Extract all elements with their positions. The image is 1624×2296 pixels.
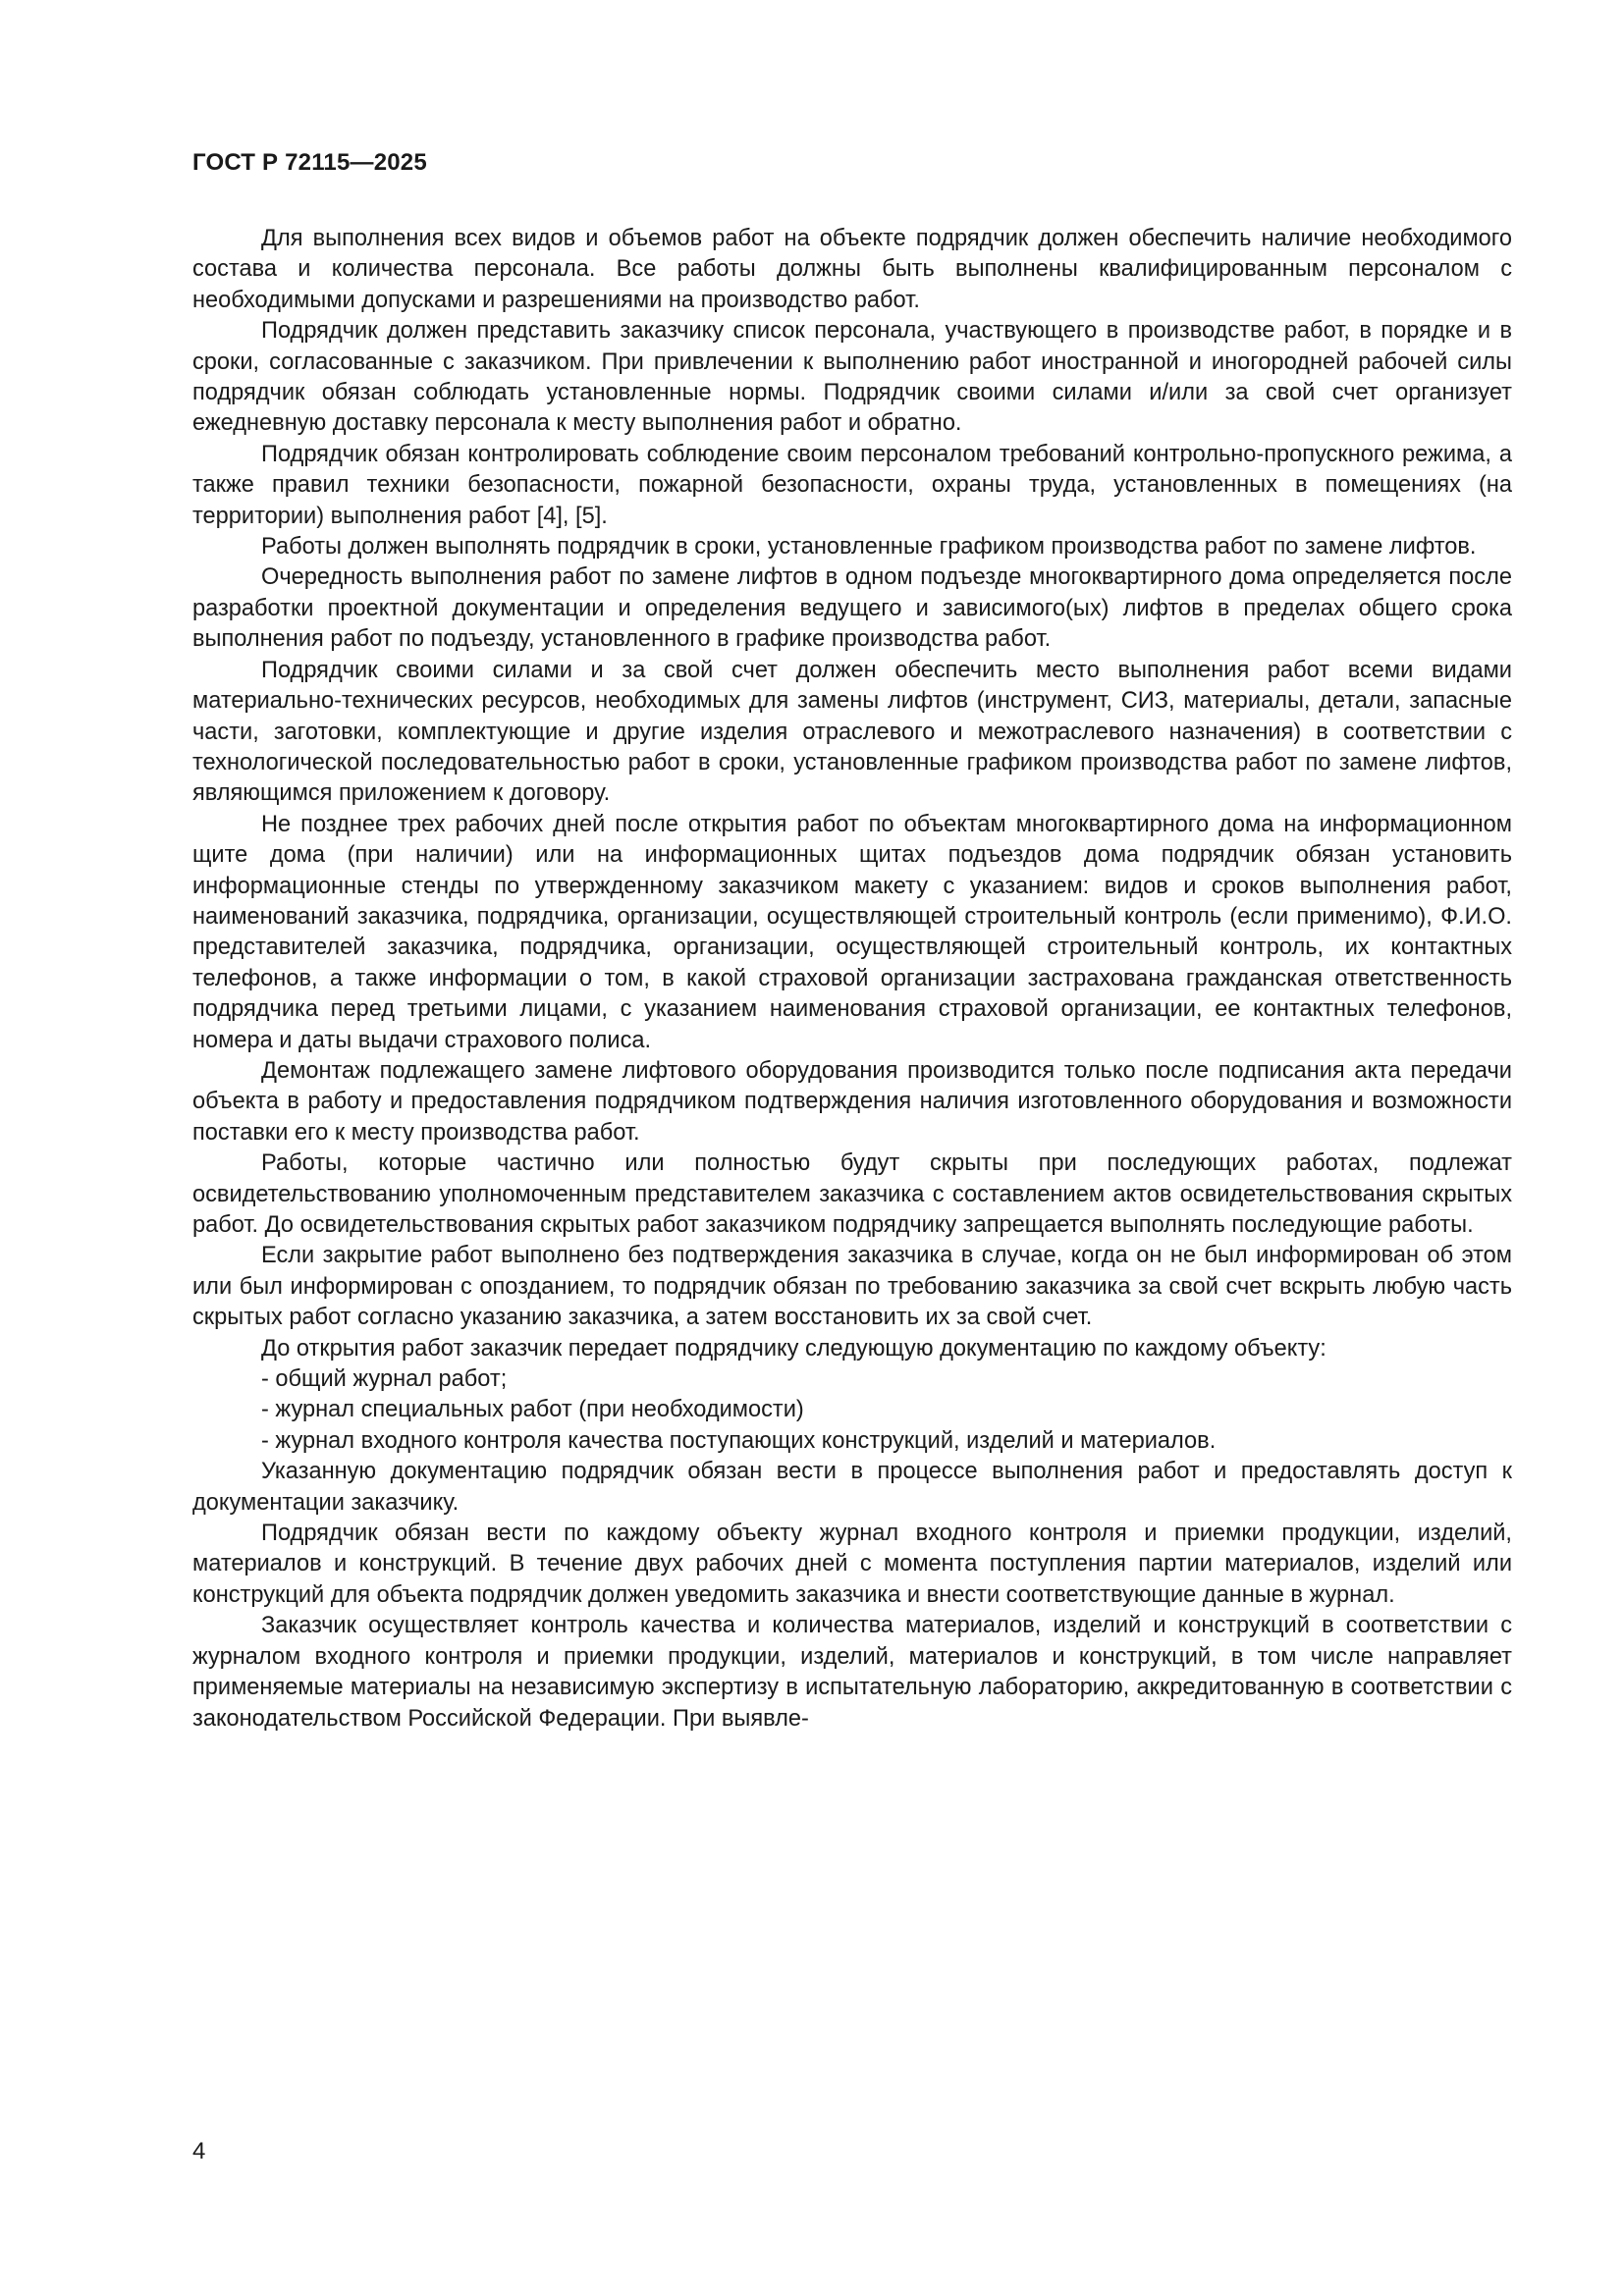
- paragraph: Если закрытие работ выполнено без подтверждения заказчика в случае, когда он не был информирован об этом или был информирован с опозданием, то подрядчик обязан по требованию заказчика за свой счет вскрыть любую часть скрытых работ согласно указанию заказчика, а затем восстановить их за свой счет.: [192, 1243, 1512, 1331]
- paragraph: Не позднее трех рабочих дней после открытия работ по объектам многоквартирного дома на информационном щите дома (при наличии) или на информационных щитах подъездов дома подрядчик обязан установить информационные стенды по утвержденному заказчиком макету с указанием: видов и сроков выполнения работ, наименований заказчика, подрядчика, организации, осуществляющей строительный контроль (если применимо), Ф.И.О. представителей заказчика, подрядчика, организации, осуществляющей строительный контроль, их контактных телефонов, а также информации о том, в какой страховой организации застрахована гражданская ответственность подрядчика перед третьими лицами, с указанием наименования страховой организации, ее контактных телефонов, номера и даты выдачи страхового полиса.: [192, 811, 1512, 1053]
- paragraph: Демонтаж подлежащего замене лифтового оборудования производится только после подписания акта передачи объекта в работу и предоставления подрядчиком подтверждения наличия изготовленного оборудования и возможности поставки его к месту производства работ.: [192, 1057, 1512, 1146]
- paragraph: Подрядчик должен представить заказчику список персонала, участвующего в производстве работ, в порядке и в сроки, согласованные с заказчиком. При привлечении к выполнению работ иностранной и иногородней рабочей силы подрядчик обязан соблюдать установленные нормы. Подрядчик своими силами и/или за свой счет организует ежедневную доставку персонала к месту выполнения работ и обратно.: [192, 318, 1512, 437]
- paragraph: Очередность выполнения работ по замене лифтов в одном подъезде многоквартирного дома определяется после разработки проектной документации и определения ведущего и зависимого(ых) лифтов в пределах общего срока выполнения работ по подъезду, установленного в графике производства работ.: [192, 564, 1512, 653]
- paragraph: Подрядчик обязан контролировать соблюдение своим персоналом требований контрольно-пропускного режима, а также правил техники безопасности, пожарной безопасности, охраны труда, установленных в помещениях (на территории) выполнения работ [4], [5].: [192, 441, 1512, 529]
- list-item: - журнал специальных работ (при необходимости): [261, 1397, 804, 1423]
- paragraph: До открытия работ заказчик передает подрядчику следующую документацию по каждому объекту:: [261, 1335, 1326, 1362]
- list-item: - общий журнал работ;: [261, 1366, 508, 1393]
- paragraph: Работы, которые частично или полностью будут скрыты при последующих работах, подлежат освидетельствованию уполномоченным представителем заказчика с составлением актов освидетельствования скрытых работ. До освидетельствования скрытых работ заказчиком подрядчику запрещается выполнять последующие работы.: [192, 1150, 1512, 1238]
- page-number: 4: [192, 2138, 206, 2164]
- document-body: [192, 224, 1512, 1735]
- paragraph: Для выполнения всех видов и объемов работ на объекте подрядчик должен обеспечить наличие необходимого состава и количества персонала. Все работы должны быть выполнены квалифицированным персоналом с необходимыми допусками и разрешениями на производство работ.: [192, 226, 1512, 313]
- list-item: - журнал входного контроля качества поступающих конструкций, изделий и материалов.: [261, 1427, 1217, 1454]
- paragraph: Заказчик осуществляет контроль качества и количества материалов, изделий и конструкций в соответствии с журналом входного контроля и приемки продукции, изделий, материалов и конструкций, в том числе направляет применяемые материалы на независимую экспертизу в испытательную лабораторию, аккредитованную в соответствии с законодательством Российской Федерации. При выявле-: [192, 1613, 1512, 1732]
- document-header: ГОСТ Р 72115—2025: [192, 149, 427, 176]
- paragraph: Подрядчик своими силами и за свой счет должен обеспечить место выполнения работ всеми видами материально-технических ресурсов, необходимых для замены лифтов (инструмент, СИЗ, материалы, детали, запасные части, заготовки, комплектующие и другие изделия отраслевого и межотраслевого назначения) в соответствии с технологической последовательностью работ в сроки, установленные графиком производства работ по замене лифтов, являющимся приложением к договору.: [192, 657, 1512, 807]
- paragraph: Указанную документацию подрядчик обязан вести в процессе выполнения работ и предоставлять доступ к документации заказчику.: [192, 1459, 1512, 1516]
- paragraph: Работы должен выполнять подрядчик в сроки, установленные графиком производства работ по замене лифтов.: [261, 534, 1477, 561]
- paragraph: Подрядчик обязан вести по каждому объекту журнал входного контроля и приемки продукции, изделий, материалов и конструкций. В течение двух рабочих дней с момента поступления партии материалов, изделий или конструкций для объекта подрядчик должен уведомить заказчика и внести соответствующие данные в журнал.: [192, 1521, 1512, 1608]
